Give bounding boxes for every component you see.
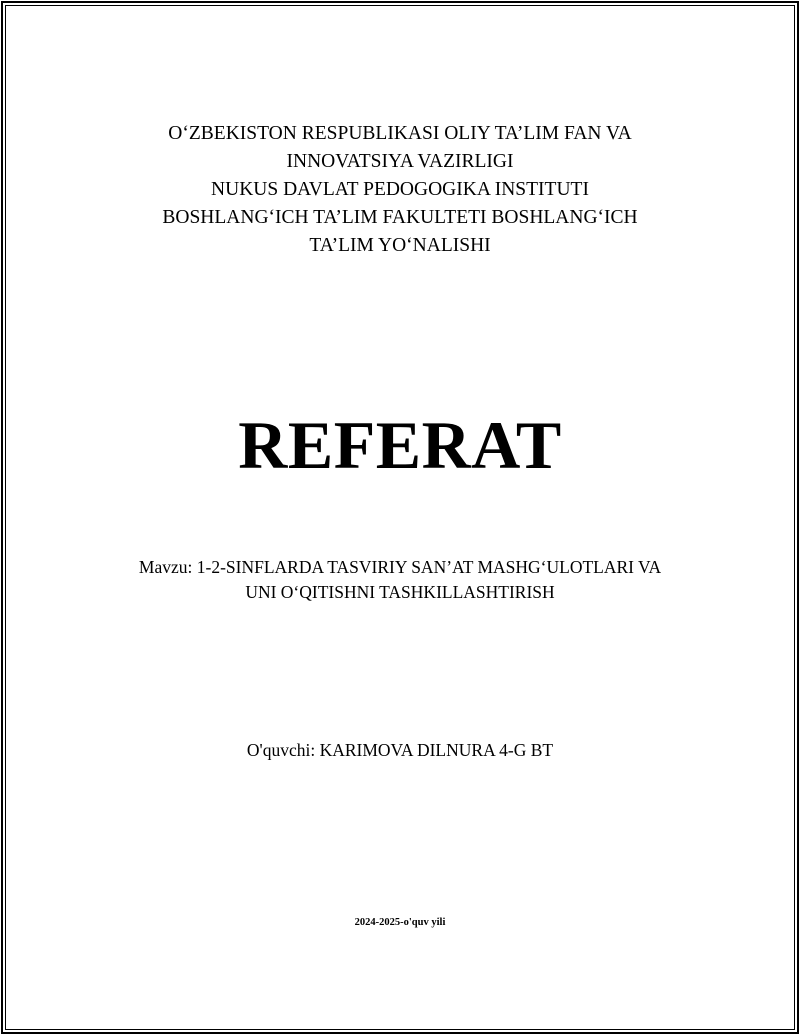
header-line-5: TA’LIM YO‘NALISHI: [309, 235, 491, 256]
document-title: REFERAT: [238, 407, 562, 483]
header-line-3: NUKUS DAVLAT PEDOGOGIKA INSTITUTI: [211, 179, 589, 200]
institution-header: [0, 120, 800, 260]
topic-line-1: Mavzu: 1-2-SINFLARDA TASVIRIY SAN’AT MASHG‘ULOTLARI VA: [138, 557, 662, 577]
topic-block: [0, 555, 800, 605]
student-info: O'quvchi: KARIMOVA DILNURA 4-G BT: [246, 740, 554, 760]
topic-line-2: UNI O‘QITISHNI TASHKILLASHTIRISH: [245, 582, 555, 602]
header-line-4: BOSHLANG‘ICH TA’LIM FAKULTETI BOSHLANG‘ICH: [162, 207, 638, 228]
header-line-1: O‘ZBEKISTON RESPUBLIKASI OLIY TA’LIM FAN VA: [168, 123, 632, 144]
academic-year: 2024-2025-o'quv yili: [354, 917, 446, 928]
header-line-2: INNOVATSIYA VAZIRLIGI: [286, 151, 514, 172]
